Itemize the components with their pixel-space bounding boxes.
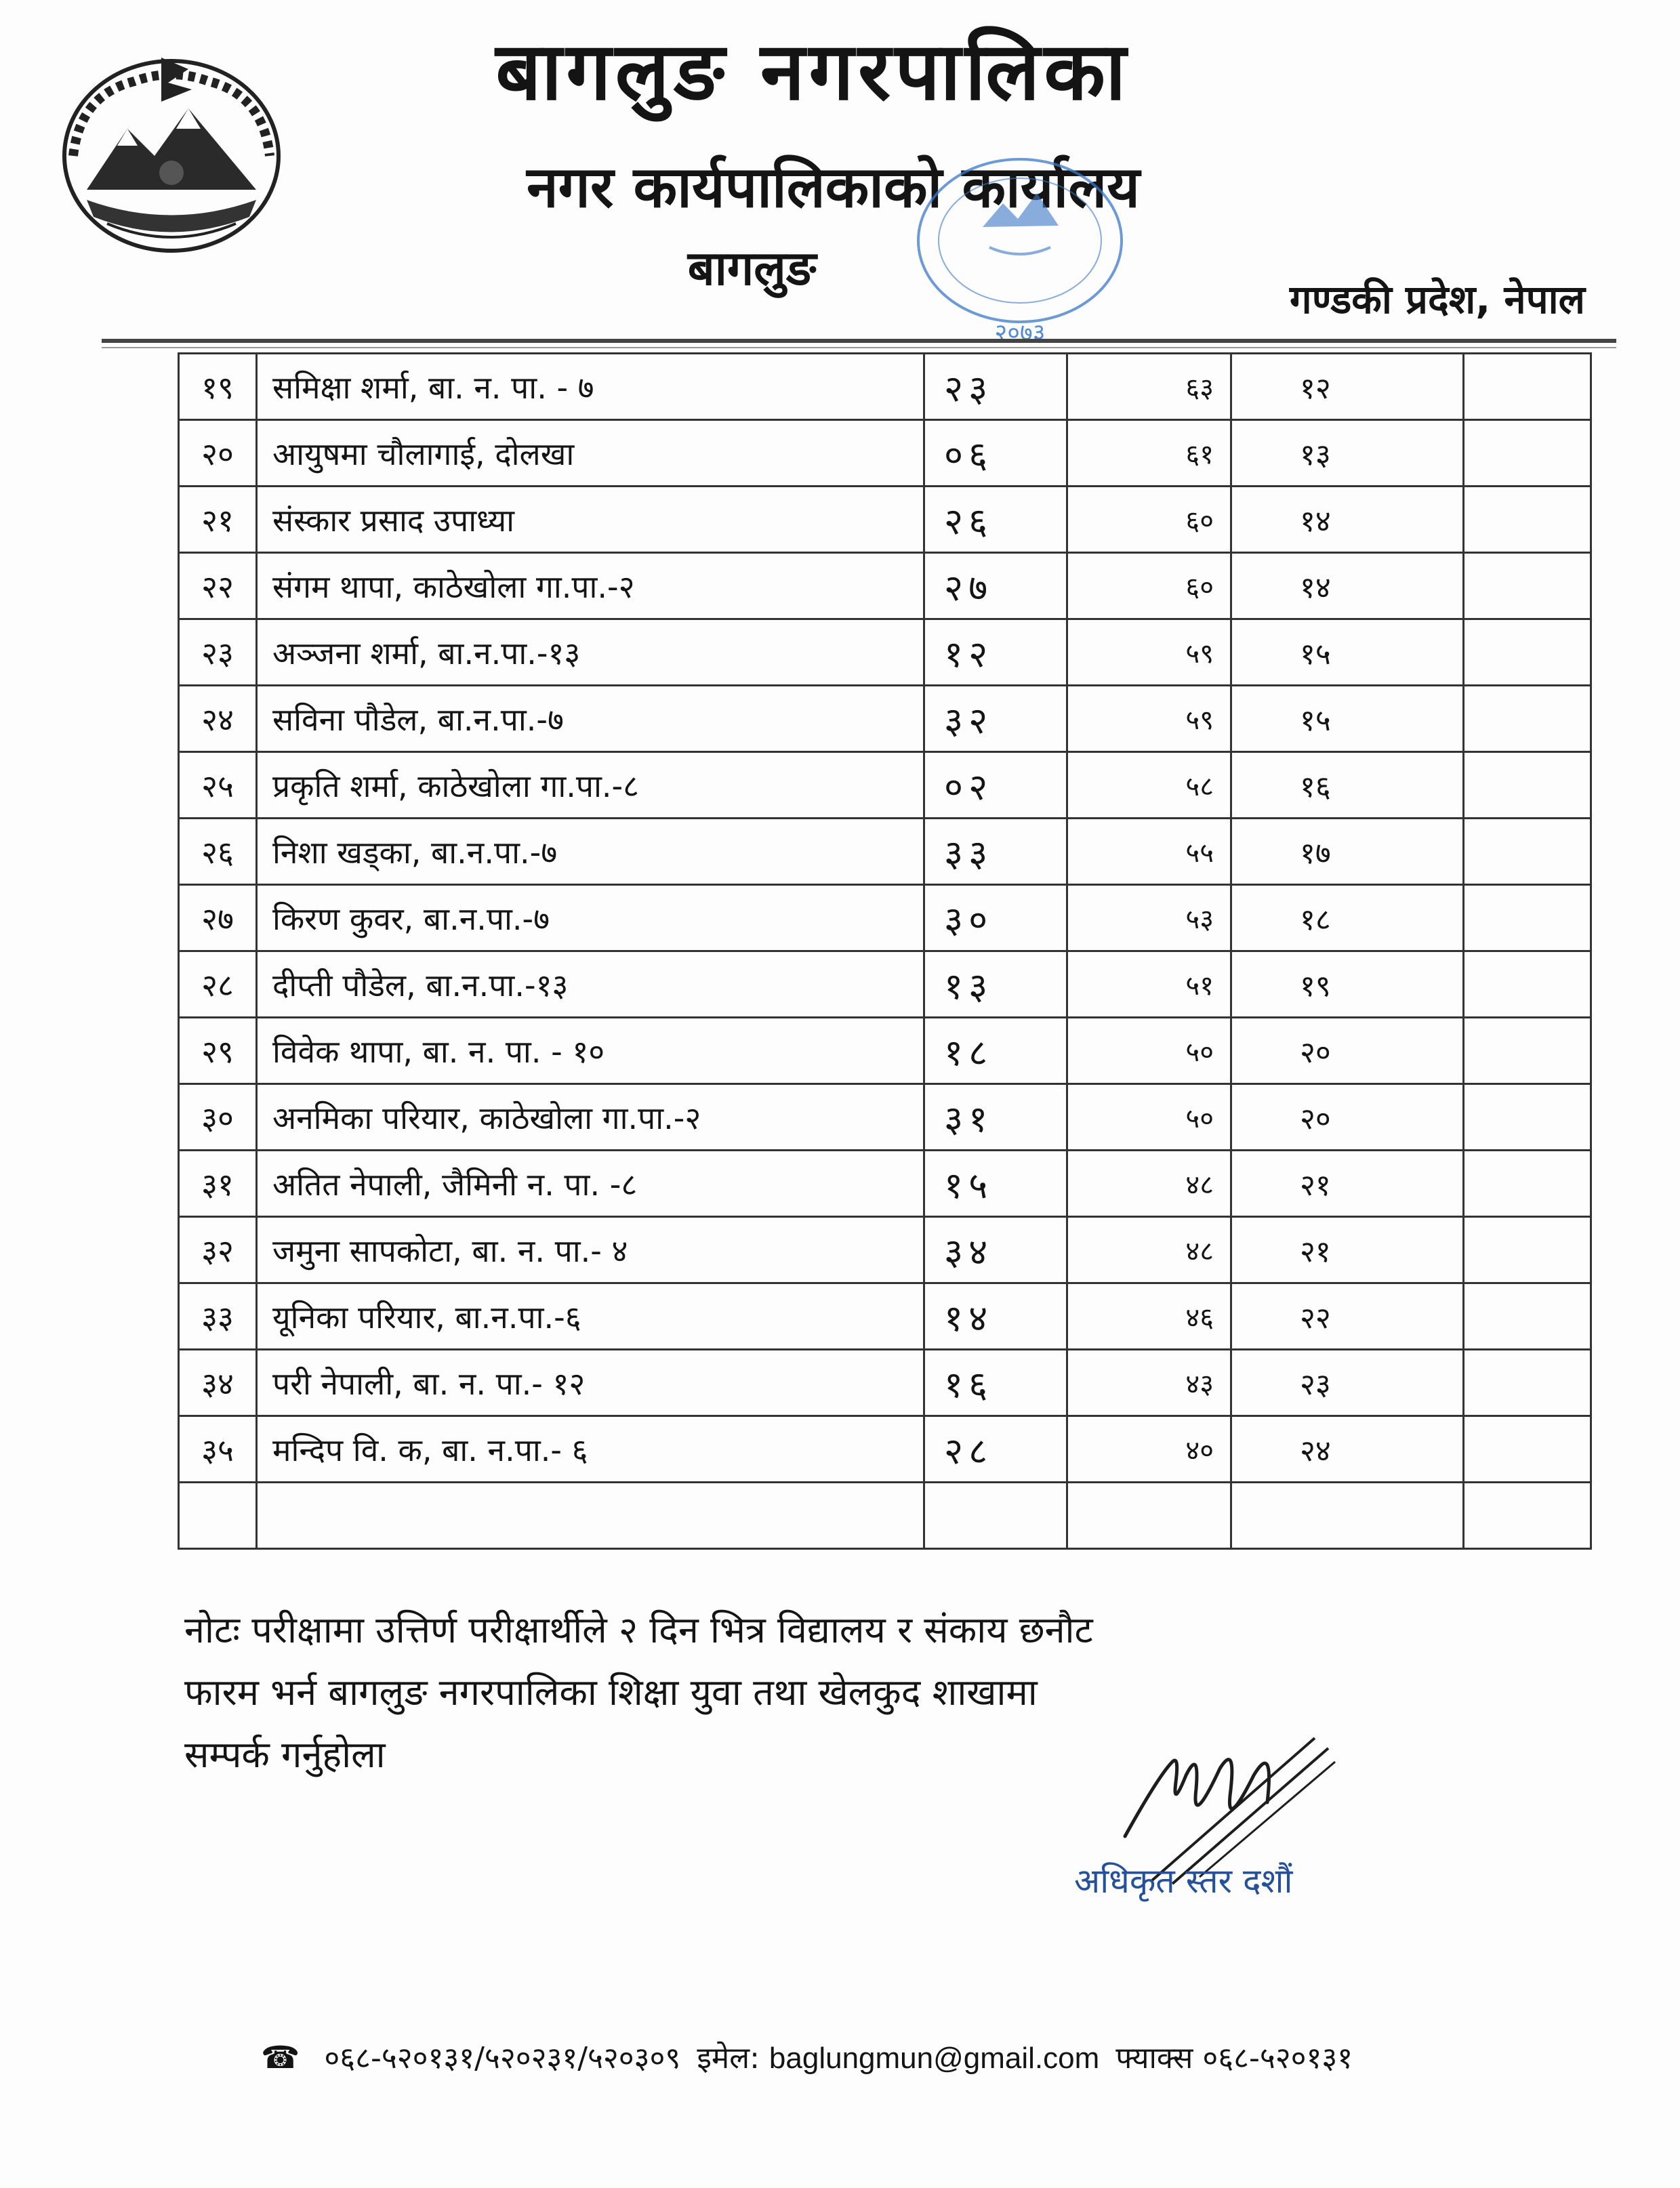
table-row (179, 354, 1591, 420)
table-row (179, 819, 1591, 885)
cell-marks: ४८ (1067, 1151, 1231, 1217)
note-line-1: नोटः परीक्षामा उत्तिर्ण परीक्षार्थीले २ दिन भित्र विद्यालय र संकाय छनौट (184, 1609, 1093, 1651)
cell-marks: ५० (1067, 1018, 1231, 1084)
table-row (179, 553, 1591, 619)
cell-name: अञ्जना शर्मा, बा.न.पा.-१३ (257, 619, 924, 686)
cell-sn: २५ (179, 752, 257, 819)
cell-remarks (1464, 1350, 1591, 1416)
cell-sn: ३३ (179, 1283, 257, 1350)
cell-roll: २६ (924, 487, 1067, 553)
table-row-empty (179, 1483, 1591, 1549)
office-seal-stamp (901, 146, 1139, 349)
fax-number: ०६८-५२०१३१ (1202, 2041, 1353, 2076)
cell-roll: १२ (924, 619, 1067, 686)
cell-rank: २१ (1231, 1151, 1464, 1217)
email-link[interactable]: baglungmun@gmail.com (769, 2042, 1100, 2075)
note-line-2: फारम भर्न बागलुङ नगरपालिका शिक्षा युवा तथा खेलकुद शाखामा (184, 1671, 1038, 1714)
location-title: बागलुङ (687, 241, 817, 296)
cell-roll: ३२ (924, 686, 1067, 752)
office-title: नगर कार्यपालिकाको कार्यालय (527, 154, 1140, 220)
stamp-year: २०७३ (994, 319, 1046, 347)
cell-roll: ३४ (924, 1217, 1067, 1283)
cell-roll: १८ (924, 1018, 1067, 1084)
cell-roll: २८ (924, 1416, 1067, 1483)
cell-rank: १६ (1231, 752, 1464, 819)
cell-sn: ३४ (179, 1350, 257, 1416)
cell-rank: १८ (1231, 885, 1464, 951)
cell-sn: ३१ (179, 1151, 257, 1217)
province-label: गण्डकी प्रदेश, नेपाल (1290, 276, 1585, 323)
cell-roll (924, 1483, 1067, 1549)
results-table (178, 352, 1592, 1550)
cell-sn: ३५ (179, 1416, 257, 1483)
cell-rank (1231, 1483, 1464, 1549)
cell-roll: २७ (924, 553, 1067, 619)
cell-name: संगम थापा, काठेखोला गा.पा.-२ (257, 553, 924, 619)
table-row (179, 1283, 1591, 1350)
cell-remarks (1464, 1416, 1591, 1483)
cell-sn: १९ (179, 354, 257, 420)
cell-rank: २३ (1231, 1350, 1464, 1416)
cell-name: निशा खड्का, बा.न.पा.-७ (257, 819, 924, 885)
cell-marks: ५३ (1067, 885, 1231, 951)
cell-rank: १४ (1231, 553, 1464, 619)
cell-name (257, 1483, 924, 1549)
cell-sn: २० (179, 420, 257, 487)
cell-remarks (1464, 752, 1591, 819)
cell-sn: २४ (179, 686, 257, 752)
cell-roll: २३ (924, 354, 1067, 420)
table-row (179, 1416, 1591, 1483)
cell-rank: २० (1231, 1018, 1464, 1084)
table-row (179, 487, 1591, 553)
cell-marks: ५९ (1067, 619, 1231, 686)
note-line-3: सम्पर्क गर्नुहोला (184, 1733, 386, 1776)
cell-remarks (1464, 553, 1591, 619)
header-rule-secondary (102, 347, 1616, 348)
cell-rank: १४ (1231, 487, 1464, 553)
cell-name: संस्कार प्रसाद उपाध्या (257, 487, 924, 553)
cell-rank: १३ (1231, 420, 1464, 487)
email-label: इमेल: (697, 2041, 760, 2076)
cell-sn: २९ (179, 1018, 257, 1084)
cell-sn: २८ (179, 951, 257, 1018)
header-rule (102, 339, 1616, 343)
cell-name: अनमिका परियार, काठेखोला गा.पा.-२ (257, 1084, 924, 1151)
municipality-title: बागलुङ नगरपालिका (495, 24, 1130, 118)
cell-sn: ३० (179, 1084, 257, 1151)
cell-remarks (1464, 1217, 1591, 1283)
cell-rank: १५ (1231, 686, 1464, 752)
cell-marks (1067, 1483, 1231, 1549)
cell-remarks (1464, 1283, 1591, 1350)
cell-remarks (1464, 885, 1591, 951)
cell-remarks (1464, 1084, 1591, 1151)
cell-marks: ६० (1067, 487, 1231, 553)
cell-remarks (1464, 1151, 1591, 1217)
table-row (179, 951, 1591, 1018)
cell-sn: २१ (179, 487, 257, 553)
cell-name: जमुना सापकोटा, बा. न. पा.- ४ (257, 1217, 924, 1283)
cell-remarks (1464, 951, 1591, 1018)
cell-remarks (1464, 487, 1591, 553)
cell-rank: २४ (1231, 1416, 1464, 1483)
cell-marks: ५० (1067, 1084, 1231, 1151)
table-row (179, 885, 1591, 951)
cell-remarks (1464, 420, 1591, 487)
cell-remarks (1464, 354, 1591, 420)
cell-roll: ०२ (924, 752, 1067, 819)
cell-marks: ४८ (1067, 1217, 1231, 1283)
cell-roll: १५ (924, 1151, 1067, 1217)
cell-marks: ४३ (1067, 1350, 1231, 1416)
cell-name: मन्दिप वि. क, बा. न.पा.- ६ (257, 1416, 924, 1483)
table-row (179, 1217, 1591, 1283)
cell-sn: २२ (179, 553, 257, 619)
table-row (179, 619, 1591, 686)
officer-designation: अधिकृत स्तर दशौं (1074, 1861, 1293, 1901)
cell-remarks (1464, 686, 1591, 752)
cell-roll: ३३ (924, 819, 1067, 885)
cell-marks: ४६ (1067, 1283, 1231, 1350)
table-row (179, 1084, 1591, 1151)
cell-sn: २६ (179, 819, 257, 885)
cell-rank: १७ (1231, 819, 1464, 885)
cell-roll: १४ (924, 1283, 1067, 1350)
telephone-icon: ☎ (261, 2039, 300, 2076)
cell-marks: ५५ (1067, 819, 1231, 885)
cell-remarks (1464, 619, 1591, 686)
table-row (179, 686, 1591, 752)
cell-sn: २७ (179, 885, 257, 951)
cell-name: परी नेपाली, बा. न. पा.- १२ (257, 1350, 924, 1416)
cell-roll: ३० (924, 885, 1067, 951)
cell-name: यूनिका परियार, बा.न.पा.-६ (257, 1283, 924, 1350)
cell-remarks (1464, 1018, 1591, 1084)
cell-rank: १५ (1231, 619, 1464, 686)
cell-name: किरण कुवर, बा.न.पा.-७ (257, 885, 924, 951)
table-row (179, 752, 1591, 819)
cell-marks: ५१ (1067, 951, 1231, 1018)
cell-sn (179, 1483, 257, 1549)
cell-name: विवेक थापा, बा. न. पा. - १० (257, 1018, 924, 1084)
cell-name: सविना पौडेल, बा.न.पा.-७ (257, 686, 924, 752)
cell-roll: १६ (924, 1350, 1067, 1416)
cell-rank: १२ (1231, 354, 1464, 420)
cell-marks: ६३ (1067, 354, 1231, 420)
table-row (179, 420, 1591, 487)
cell-roll: ०६ (924, 420, 1067, 487)
contact-footer (261, 2036, 1353, 2077)
cell-remarks (1464, 1483, 1591, 1549)
cell-roll: १३ (924, 951, 1067, 1018)
phone-numbers: ०६८-५२०१३१/५२०२३१/५२०३०९ (324, 2041, 681, 2076)
cell-rank: २२ (1231, 1283, 1464, 1350)
cell-name: प्रकृति शर्मा, काठेखोला गा.पा.-८ (257, 752, 924, 819)
results-table-body (179, 354, 1591, 1549)
cell-roll: ३१ (924, 1084, 1067, 1151)
cell-marks: ५८ (1067, 752, 1231, 819)
cell-marks: ६० (1067, 553, 1231, 619)
cell-remarks (1464, 819, 1591, 885)
cell-rank: १९ (1231, 951, 1464, 1018)
table-row (179, 1350, 1591, 1416)
cell-marks: ५९ (1067, 686, 1231, 752)
cell-sn: २३ (179, 619, 257, 686)
cell-marks: ४० (1067, 1416, 1231, 1483)
cell-rank: २० (1231, 1084, 1464, 1151)
cell-name: आयुषमा चौलागाई, दोलखा (257, 420, 924, 487)
table-row (179, 1018, 1591, 1084)
table-row (179, 1151, 1591, 1217)
cell-rank: २१ (1231, 1217, 1464, 1283)
fax-label: फ्याक्स (1115, 2041, 1193, 2076)
cell-name: अतित नेपाली, जैमिनी न. पा. -८ (257, 1151, 924, 1217)
cell-marks: ६१ (1067, 420, 1231, 487)
cell-name: समिक्षा शर्मा, बा. न. पा. - ७ (257, 354, 924, 420)
cell-name: दीप्ती पौडेल, बा.न.पा.-१३ (257, 951, 924, 1018)
cell-sn: ३२ (179, 1217, 257, 1283)
